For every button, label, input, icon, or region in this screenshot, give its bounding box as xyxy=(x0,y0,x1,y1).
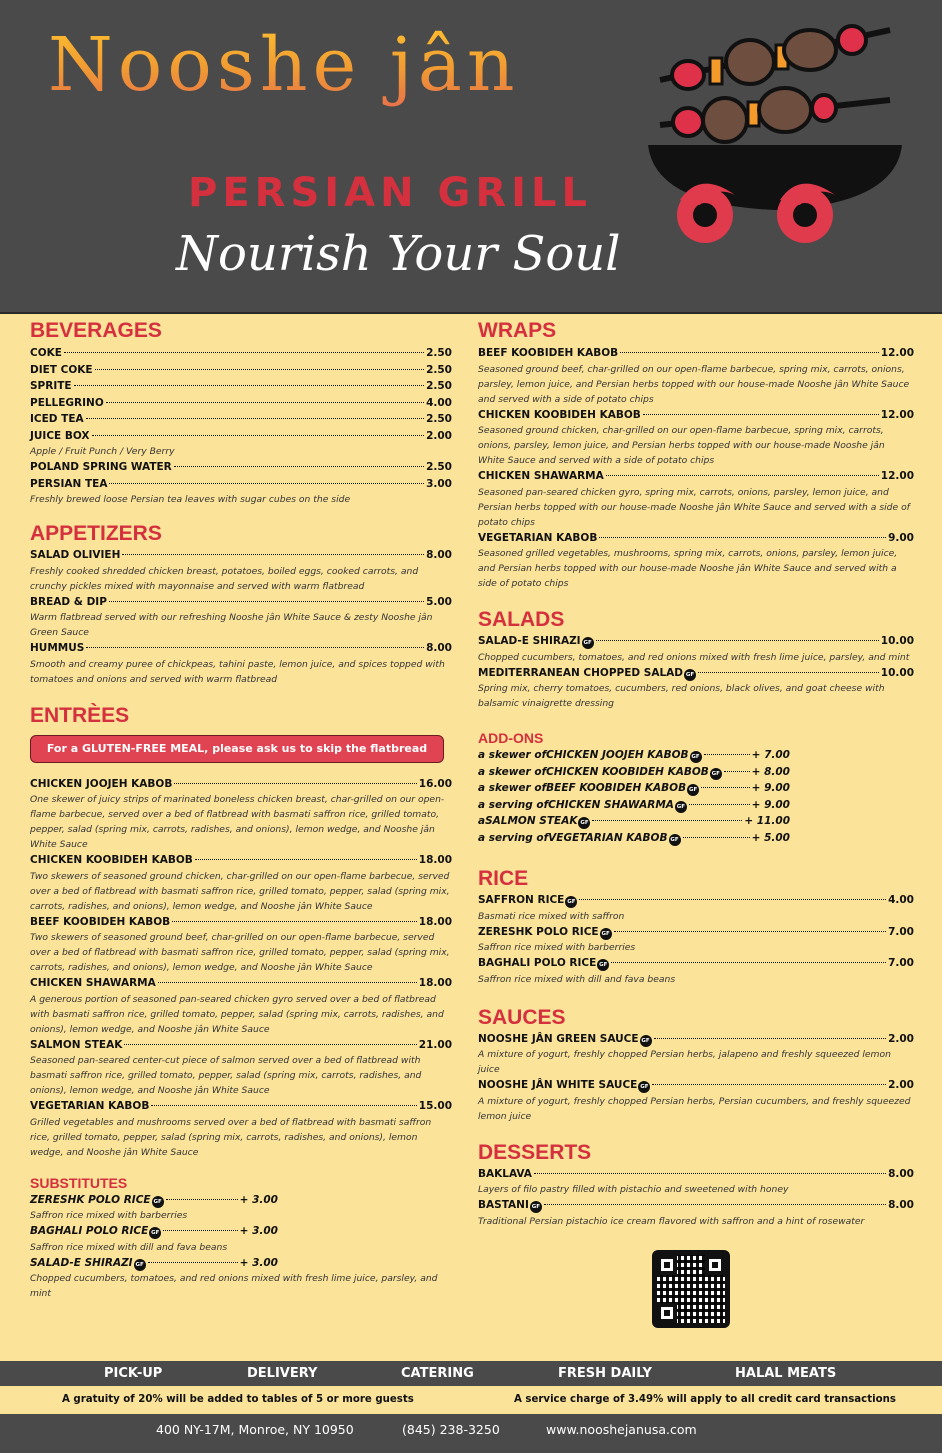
entrees-list xyxy=(30,776,452,1160)
item-description: Two skewers of seasoned ground beef, char-grilled on our open-flame barbecue, served over a bed of flatbread with basmati saffron rice, grilled tomato, pepper, salad (spring mix, carrots, radishes, and onions), lemon wedge, and Nooshe jân White Sauce xyxy=(30,932,450,973)
gratuity-notice: A gratuity of 20% will be added to tables of 5 or more guests xyxy=(62,1394,414,1405)
gluten-free-badge-icon: GF xyxy=(597,959,609,971)
menu-item: VEGETARIAN KABOB 15.00 xyxy=(30,1100,452,1112)
section-title-beverages: BEVERAGES xyxy=(30,319,162,342)
gluten-free-badge-icon: GF xyxy=(582,637,594,649)
menu-item: COKE 2.50 xyxy=(30,347,452,359)
menu-item: a SALMON STEAK GF + 11.00 xyxy=(478,815,790,827)
section-title-appetizers: APPETIZERS xyxy=(30,522,162,545)
sauces-list xyxy=(478,1031,914,1124)
menu-item: POLAND SPRING WATER 2.50 xyxy=(30,461,452,473)
menu-item: SALAD OLIVIEH 8.00 xyxy=(30,549,452,561)
right-column xyxy=(478,318,914,1229)
wraps-list xyxy=(478,345,914,591)
item-description: A mixture of yogurt, freshly chopped Persian herbs, Persian cucumbers, and freshly squeezed lemon juice xyxy=(478,1095,911,1122)
beverages-list xyxy=(30,345,452,507)
item-description: Saffron rice mixed with dill and fava beans xyxy=(30,1241,228,1253)
menu-item: BEEF KOOBIDEH KABOB 18.00 xyxy=(30,915,452,928)
item-description: Basmati rice mixed with saffron xyxy=(478,910,625,922)
item-description: Freshly cooked shredded chicken breast, potatoes, boiled eggs, cooked carrots, and crunchy pickles mixed with mayonnaise and served with warm flatbread xyxy=(30,565,419,592)
qr-code-icon[interactable] xyxy=(652,1250,730,1328)
footer-feature-halal-meats: HALAL MEATS xyxy=(735,1366,837,1381)
menu-item: a serving of VEGETARIAN KABOB GF + 5.00 xyxy=(478,831,790,844)
section-title-addons: ADD-ONS xyxy=(478,730,544,746)
gluten-free-badge-icon: GF xyxy=(684,669,696,681)
item-description: Seasoned pan-seared chicken gyro, spring mix, carrots, onions, parsley, lemon juice, and Persian herbs topped with our house-made Nooshe jân White Sauce and served with a side of potato chips xyxy=(478,486,910,528)
footer-feature-fresh-daily: FRESH DAILY xyxy=(558,1366,652,1381)
item-description: Warm flatbread served with our refreshing Nooshe jân White Sauce & zesty Nooshe jân Green Sauce xyxy=(30,612,433,638)
rice-list xyxy=(478,892,914,987)
item-description: Chopped cucumbers, tomatoes, and red onions mixed with fresh lime juice, parsley, and mint xyxy=(478,651,910,663)
gluten-free-badge-icon: GF xyxy=(578,817,590,829)
item-description: Seasoned pan-seared center-cut piece of salmon served over a bed of flatbread with basmati saffron rice, grilled tomato, pepper, salad (spring mix, carrots, radishes, and onions), lemon wedge, and Nooshe jân White Sauce xyxy=(30,1055,422,1096)
menu-item: BREAD & DIP 5.00 xyxy=(30,595,452,608)
substitutes-list xyxy=(30,1192,278,1272)
gluten-free-badge-icon: GF xyxy=(530,1201,542,1213)
menu-item: ZERESHK POLO RICE GF 7.00 xyxy=(478,925,914,938)
section-title-entrees: ENTRÈES xyxy=(30,703,130,727)
desserts-list xyxy=(478,1166,914,1229)
item-description: Traditional Persian pistachio ice cream flavored with saffron and a hint of rosewater xyxy=(478,1215,865,1227)
section-title-rice: RICE xyxy=(478,867,529,890)
menu-item: BAGHALI POLO RICE GF + 3.00 xyxy=(30,1225,278,1237)
item-description: Apple / Fruit Punch / Very Berry xyxy=(30,446,175,457)
header-divider xyxy=(0,312,942,314)
menu-item: BAGHALI POLO RICE GF 7.00 xyxy=(478,957,914,969)
brand-name: Nooshe jân xyxy=(48,22,520,108)
gluten-free-badge-icon: GF xyxy=(149,1227,161,1239)
menu-item: ZERESHK POLO RICE GF + 3.00 xyxy=(30,1193,278,1206)
menu-item: BAKLAVA 8.00 xyxy=(478,1167,914,1180)
gluten-free-badge-icon: GF xyxy=(600,928,612,940)
gluten-free-badge-icon: GF xyxy=(675,801,687,813)
menu-item: a skewer of BEEF KOOBIDEH KABOB GF + 9.00 xyxy=(478,782,790,794)
footer-feature-pickup: PICK-UP xyxy=(104,1366,163,1381)
addons-list xyxy=(478,747,790,846)
gluten-free-badge-icon: GF xyxy=(152,1196,164,1208)
item-description: Spring mix, cherry tomatoes, cucumbers, red onions, black olives, and goat cheese with balsamic vinaigrette dressing xyxy=(478,683,885,709)
gluten-free-badge-icon: GF xyxy=(638,1081,650,1093)
item-description: Seasoned ground chicken, char-grilled on our open-flame barbecue, spring mix, carrots, onions, parsley, lemon juice, and Persian herbs topped with our house-made Nooshe jân White Sauce and served with a side of potato chips xyxy=(478,425,885,466)
address: 400 NY-17M, Monroe, NY 10950 xyxy=(156,1422,354,1437)
section-title-wraps: WRAPS xyxy=(478,319,557,342)
item-description: Saffron rice mixed with dill and fava beans xyxy=(478,973,676,985)
item-description: Smooth and creamy puree of chickpeas, tahini paste, lemon juice, and spices topped with tomatoes and onions and served with warm flatbread xyxy=(30,658,445,685)
brand-subtitle: PERSIAN GRILL xyxy=(188,170,592,216)
menu-item: VEGETARIAN KABOB 9.00 xyxy=(478,531,914,544)
item-description: Two skewers of seasoned ground chicken, char-grilled on our open-flame barbecue, served over a bed of flatbread with basmati saffron rice, grilled tomato, pepper, salad (spring mix, carrots, radishes, and onions), lemon wedge, and Nooshe jân White Sauce xyxy=(30,870,450,912)
item-description: Layers of filo pastry filled with pistachio and sweetened with honey xyxy=(478,1184,789,1195)
gluten-free-badge-icon: GF xyxy=(565,896,577,908)
phone-link[interactable]: (845) 238-3250 xyxy=(402,1422,500,1437)
service-charge-notice: A service charge of 3.49% will apply to all credit card transactions xyxy=(514,1394,896,1405)
footer-feature-catering: CATERING xyxy=(401,1366,474,1381)
menu-item: CHICKEN KOOBIDEH KABOB 12.00 xyxy=(478,408,914,421)
menu-item: JUICE BOX 2.00 xyxy=(30,429,452,442)
menu-item: a serving of CHICKEN SHAWARMA GF + 9.00 xyxy=(478,798,790,811)
item-description: Saffron rice mixed with barberries xyxy=(30,1210,188,1221)
menu-item: a skewer of CHICKEN KOOBIDEH KABOB GF + 8.00 xyxy=(478,765,790,778)
menu-item: DIET COKE 2.50 xyxy=(30,363,452,376)
menu-item: BASTANI GF 8.00 xyxy=(478,1199,914,1211)
tagline: Nourish Your Soul xyxy=(176,226,621,282)
menu-item: SALMON STEAK 21.00 xyxy=(30,1038,452,1051)
menu-item: PERSIAN TEA 3.00 xyxy=(30,477,452,490)
menu-item: CHICKEN SHAWARMA 18.00 xyxy=(30,977,452,989)
item-description: One skewer of juicy strips of marinated boneless chicken breast, char-grilled on our open-flame barbecue, served over a bed of flatbread with basmati saffron rice, grilled tomato, pepper, salad (spring mix, carrots, radishes, and onions), lemon wedge, and Nooshe jân White Sauce xyxy=(30,794,445,850)
gluten-free-badge-icon: GF xyxy=(687,784,699,796)
menu-item: SAFFRON RICE GF 4.00 xyxy=(478,894,914,906)
gluten-free-badge-icon: GF xyxy=(669,834,681,846)
menu-item: NOOSHE JÂN WHITE SAUCE GF 2.00 xyxy=(478,1079,914,1091)
section-title-substitutes: SUBSTITUTES xyxy=(30,1174,128,1191)
section-title-sauces: SAUCES xyxy=(478,1005,566,1029)
menu-item: NOOSHE JÂN GREEN SAUCE GF 2.00 xyxy=(478,1032,914,1045)
item-description: A mixture of yogurt, freshly chopped Persian herbs, jalapeno and freshly squeezed lemon juice xyxy=(478,1049,891,1075)
item-description: Seasoned ground beef, char-grilled on our open-flame barbecue, spring mix, carrots, onions, parsley, lemon juice, and Persian herbs topped with our house-made Nooshe jân White Sauce and served with a side of potato chips xyxy=(478,363,910,405)
gluten-free-badge-icon: GF xyxy=(710,768,722,780)
item-description: Grilled vegetables and mushrooms served over a bed of flatbread with basmati saffron rice, grilled tomato, pepper, salad (spring mix, carrots, radishes, and onions), lemon wedge, and Nooshe jân White Sauce xyxy=(30,1116,432,1158)
section-title-desserts: DESSERTS xyxy=(478,1140,592,1164)
menu-item: HUMMUS 8.00 xyxy=(30,642,452,654)
item-description: Chopped cucumbers, tomatoes, and red onions mixed with fresh lime juice, parsley, and mint xyxy=(30,1273,438,1299)
item-description: Seasoned grilled vegetables, mushrooms, spring mix, carrots, onions, parsley, lemon juice, and Persian herbs topped with our house-made Nooshe jân White Sauce and served with a side of potato chips xyxy=(478,548,898,589)
menu-item: SPRITE 2.50 xyxy=(30,380,452,392)
menu-item: a skewer of CHICKEN JOOJEH KABOB GF + 7.00 xyxy=(478,749,790,761)
gluten-free-note-button[interactable]: For a GLUTEN-FREE MEAL, please ask us to skip the flatbread xyxy=(30,735,444,763)
menu-item: PELLEGRINO 4.00 xyxy=(30,396,452,409)
gluten-free-badge-icon: GF xyxy=(134,1259,146,1271)
menu-item: MEDITERRANEAN CHOPPED SALAD GF 10.00 xyxy=(478,666,914,679)
left-column xyxy=(30,318,452,1301)
footer-feature-delivery: DELIVERY xyxy=(247,1366,318,1381)
appetizers-list xyxy=(30,547,452,687)
menu-item: CHICKEN JOOJEH KABOB 16.00 xyxy=(30,777,452,790)
section-title-salads: SALADS xyxy=(478,608,565,631)
menu-item: SALAD-E SHIRAZI GF 10.00 xyxy=(478,635,914,647)
kabob-grill-logo-icon xyxy=(640,20,910,250)
salads-list xyxy=(478,633,914,711)
gluten-free-badge-icon: GF xyxy=(690,751,702,763)
item-description: Saffron rice mixed with barberries xyxy=(478,942,636,953)
website-link[interactable]: www.nooshejanusa.com xyxy=(546,1422,697,1437)
gluten-free-badge-icon: GF xyxy=(640,1035,652,1047)
item-description: A generous portion of seasoned pan-seared chicken gyro served over a bed of flatbread with basmati saffron rice, grilled tomato, pepper, salad (spring mix, carrots, radishes, and onions), lemon wedge, and Nooshe jân White Sauce xyxy=(30,993,444,1035)
item-description: Freshly brewed loose Persian tea leaves with sugar cubes on the side xyxy=(30,494,351,505)
menu-item: CHICKEN KOOBIDEH KABOB 18.00 xyxy=(30,854,452,866)
menu-item: ICED TEA 2.50 xyxy=(30,413,452,425)
menu-item: BEEF KOOBIDEH KABOB 12.00 xyxy=(478,347,914,359)
menu-item: CHICKEN SHAWARMA 12.00 xyxy=(478,470,914,482)
menu-item: SALAD-E SHIRAZI GF + 3.00 xyxy=(30,1256,278,1269)
